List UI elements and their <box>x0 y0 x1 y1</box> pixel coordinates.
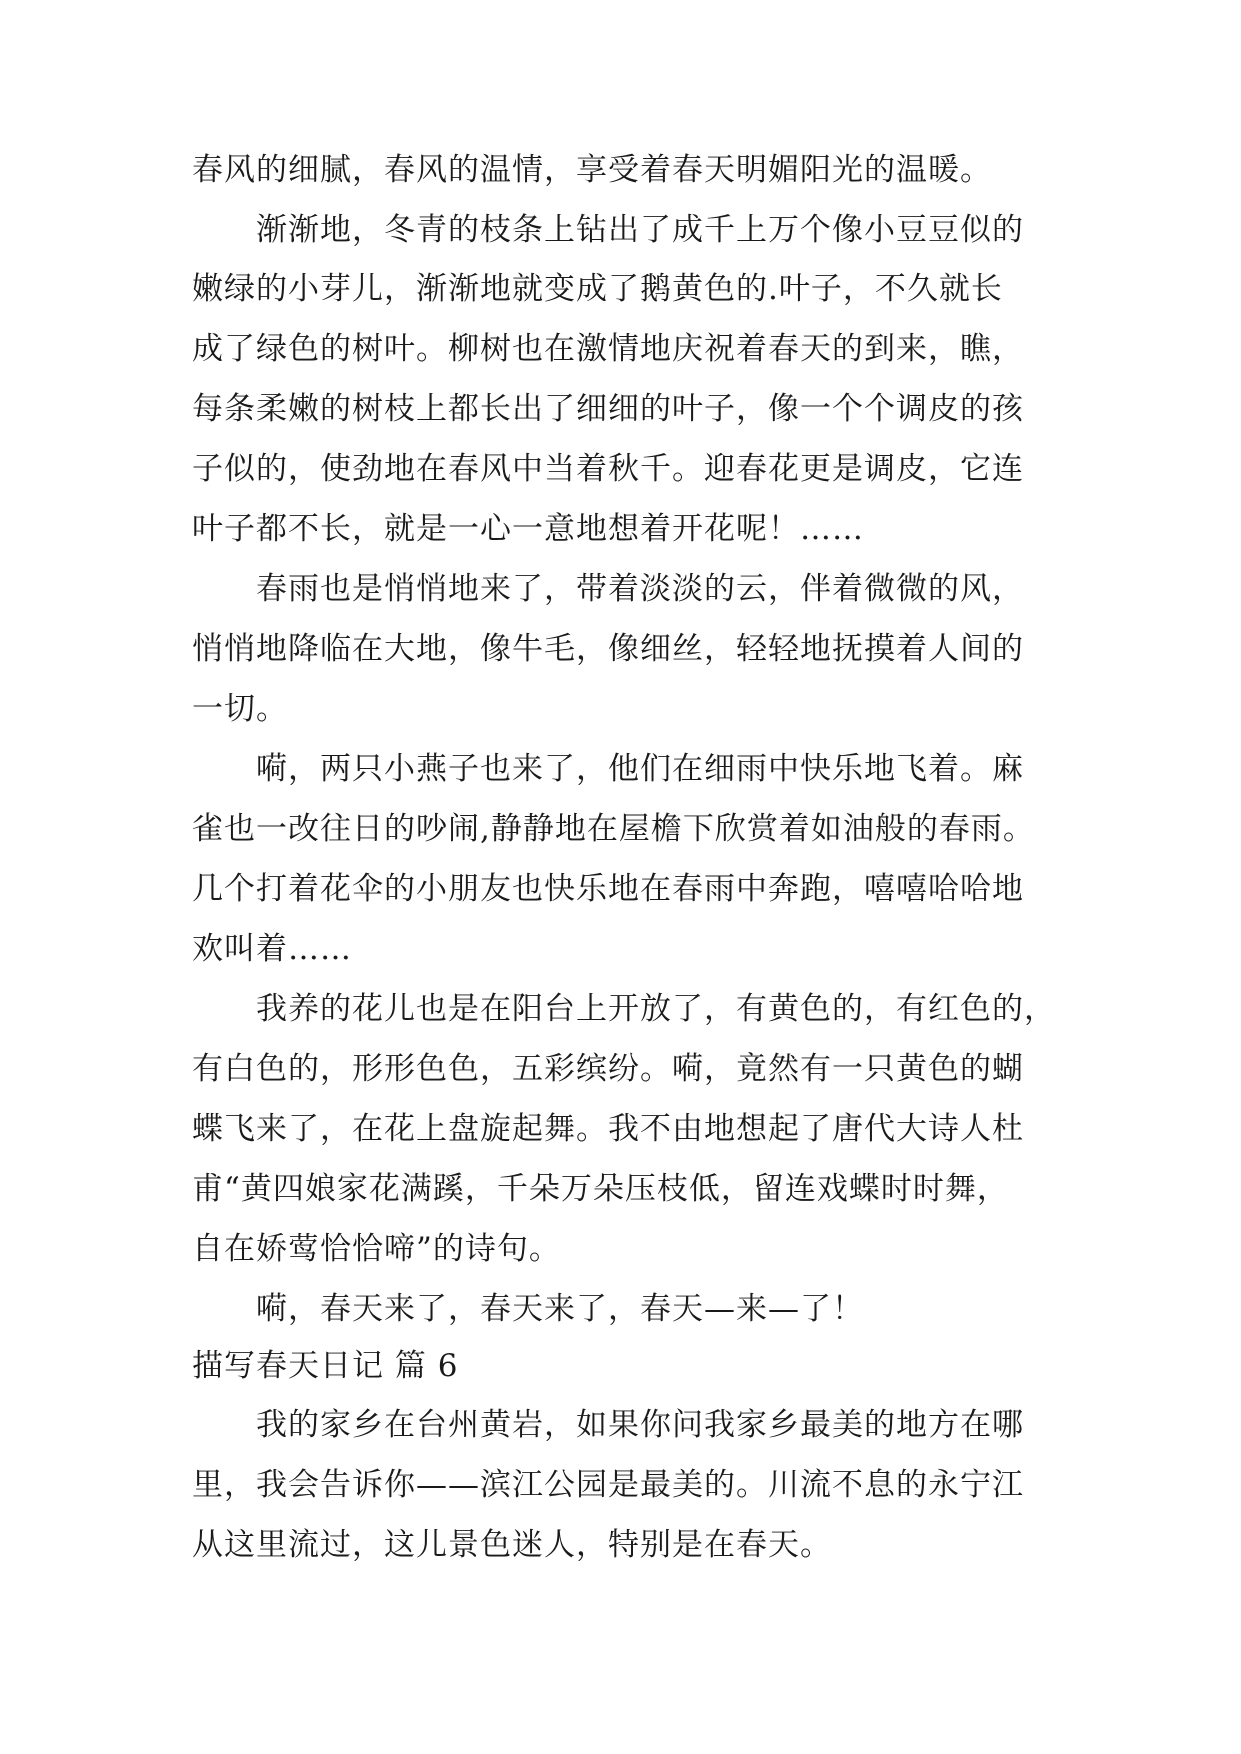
paragraph-line: 悄悄地降临在大地，像牛毛，像细丝，轻轻地抚摸着人间的 <box>192 631 1024 667</box>
paragraph-line: 有白色的，形形色色，五彩缤纷。嗬，竟然有一只黄色的蝴 <box>192 1051 1024 1087</box>
paragraph-line: 子似的，使劲地在春风中当着秋千。迎春花更是调皮，它连 <box>192 451 1024 487</box>
paragraph-line: 我养的花儿也是在阳台上开放了，有黄色的，有红色的， <box>256 991 1056 1027</box>
paragraph-line: 嗬，春天来了，春天来了，春天—来—了！ <box>256 1291 864 1327</box>
paragraph-line: 春雨也是悄悄地来了，带着淡淡的云，伴着微微的风， <box>256 571 1024 607</box>
paragraph-line: 里，我会告诉你——滨江公园是最美的。川流不息的永宁江 <box>192 1467 1024 1503</box>
paragraph-line: 渐渐地，冬青的枝条上钻出了成千上万个像小豆豆似的 <box>256 212 1024 248</box>
paragraph-line: 一切。 <box>192 691 288 727</box>
paragraph-line: 嗬，两只小燕子也来了，他们在细雨中快乐地飞着。麻 <box>256 751 1024 787</box>
paragraph-line: 嫩绿的小芽儿，渐渐地就变成了鹅黄色的.叶子，不久就长 <box>192 271 1003 307</box>
paragraph-line: 欢叫着…… <box>192 931 352 967</box>
paragraph-line: 几个打着花伞的小朋友也快乐地在春雨中奔跑，嘻嘻哈哈地 <box>192 871 1024 907</box>
paragraph-line: 雀也一改往日的吵闹,静静地在屋檐下欣赏着如油般的春雨。 <box>192 811 1035 847</box>
paragraph-line: 我的家乡在台州黄岩，如果你问我家乡最美的地方在哪 <box>256 1407 1024 1443</box>
paragraph-line: 从这里流过，这儿景色迷人，特别是在春天。 <box>192 1527 832 1563</box>
paragraph-line: 春风的细腻，春风的温情，享受着春天明媚阳光的温暖。 <box>192 152 992 188</box>
paragraph-line: 叶子都不长，就是一心一意地想着开花呢！…… <box>192 511 864 547</box>
paragraph-line: 成了绿色的树叶。柳树也在激情地庆祝着春天的到来，瞧， <box>192 331 1024 367</box>
paragraph-line: 甫“黄四娘家花满蹊，千朵万朵压枝低，留连戏蝶时时舞， <box>192 1171 1009 1207</box>
paragraph-line: 自在娇莺恰恰啼”的诗句。 <box>192 1231 561 1267</box>
paragraph-line: 蝶飞来了，在花上盘旋起舞。我不由地想起了唐代大诗人杜 <box>192 1111 1024 1147</box>
section-heading: 描写春天日记 篇 6 <box>192 1348 459 1384</box>
paragraph-line: 每条柔嫩的树枝上都长出了细细的叶子，像一个个调皮的孩 <box>192 391 1024 427</box>
